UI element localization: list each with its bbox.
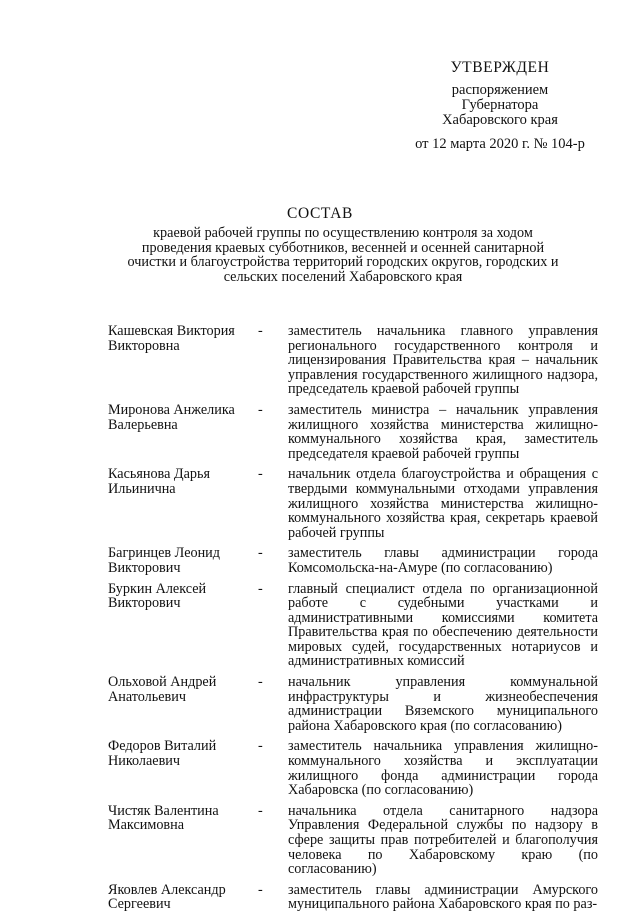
approval-block [400,60,600,152]
separator-dash: - [258,466,263,483]
member-role: заместитель главы администрации города Комсомольска-на-Амуре (по согласованию) [288,545,598,576]
member-name: Багринцев Леонид Викторович [108,545,220,576]
approval-line: распоряжением [451,82,549,98]
approval-date: от 12 марта 2020 г. № 104-р [415,136,585,152]
member-row [108,582,598,670]
member-row [108,467,598,540]
member-row [108,403,598,461]
member-name: Кашевская Виктория Викторовна [108,323,235,354]
member-row [108,675,598,733]
member-name: Миронова Анжелика Валерьевна [108,401,235,433]
separator-dash: - [258,674,263,691]
member-role: начальника отдела санитарного надзора Управления Федеральной службы по надзору в сфере защиты прав потребителей и благополучия человека по Хабаровскому краю (по согласованию) [288,802,598,878]
member-row [108,739,598,797]
member-row [108,546,598,575]
approval-heading: УТВЕРЖДЕН [450,59,550,76]
member-row [108,883,598,912]
separator-dash: - [258,738,263,755]
member-name: Касьянова Дарья Ильинична [108,466,210,497]
separator-dash: - [258,881,263,898]
member-name: Федоров Виталий Николаевич [108,738,217,770]
member-row [108,324,598,397]
members-list [108,324,598,918]
separator-dash: - [258,401,263,418]
separator-dash: - [258,545,263,562]
document-subtitle: краевой рабочей группы по осуществлению контроля за ходом проведения краевых субботников, весенней и осенней санитарной очистки и благоустройства территорий городских округов, городских и сельских поселений Хабаровского края [127,225,559,285]
member-role: заместитель начальника управления жилищно-коммунального хозяйства и эксплуатации жилищного фонда администрации города Хабаровска (по согласованию) [288,738,598,799]
member-name: Яковлев Александр Сергеевич [108,881,226,913]
member-name: Ольховой Андрей Анатольевич [108,674,217,705]
separator-dash: - [258,323,263,339]
member-role: главный специалист отдела по организационной работе с судебными участками и административными комиссиями комитета Правительства края по обеспечению деятельности мировых судей, государственных нотариусов и административных комиссий [288,580,598,670]
separator-dash: - [258,802,263,819]
member-role: заместитель начальника главного управления регионального государственного контроля и лицензирования Правительства края – начальник управления государственного жилищного надзора, председатель краевой рабочей группы [288,323,598,398]
member-role: начальник управления коммунальной инфраструктуры и жизнеобеспечения администрации Вяземского муниципального района Хабаровского края (по согласованию) [288,674,598,734]
approval-line: Хабаровского края [442,112,558,128]
member-role: заместитель министра – начальник управления жилищного хозяйства министерства жилищно-коммунального хозяйства края, заместитель председателя краевой рабочей группы [288,401,598,462]
member-role: начальник отдела благоустройства и обращения с твердыми коммунальными отходами управления жилищного хозяйства министерства жилищно-коммунального хозяйства края, секретарь краевой рабочей группы [288,466,598,541]
member-name: Чистяк Валентина Максимовна [108,802,219,834]
separator-dash: - [258,580,263,597]
member-role: заместитель главы администрации Амурского муниципального района Хабаровского края по раз- [288,881,598,913]
approval-line: Губернатора [461,97,539,113]
member-name: Буркин Алексей Викторович [108,580,207,612]
member-row [108,804,598,877]
document-title: СОСТАВ [287,205,353,222]
